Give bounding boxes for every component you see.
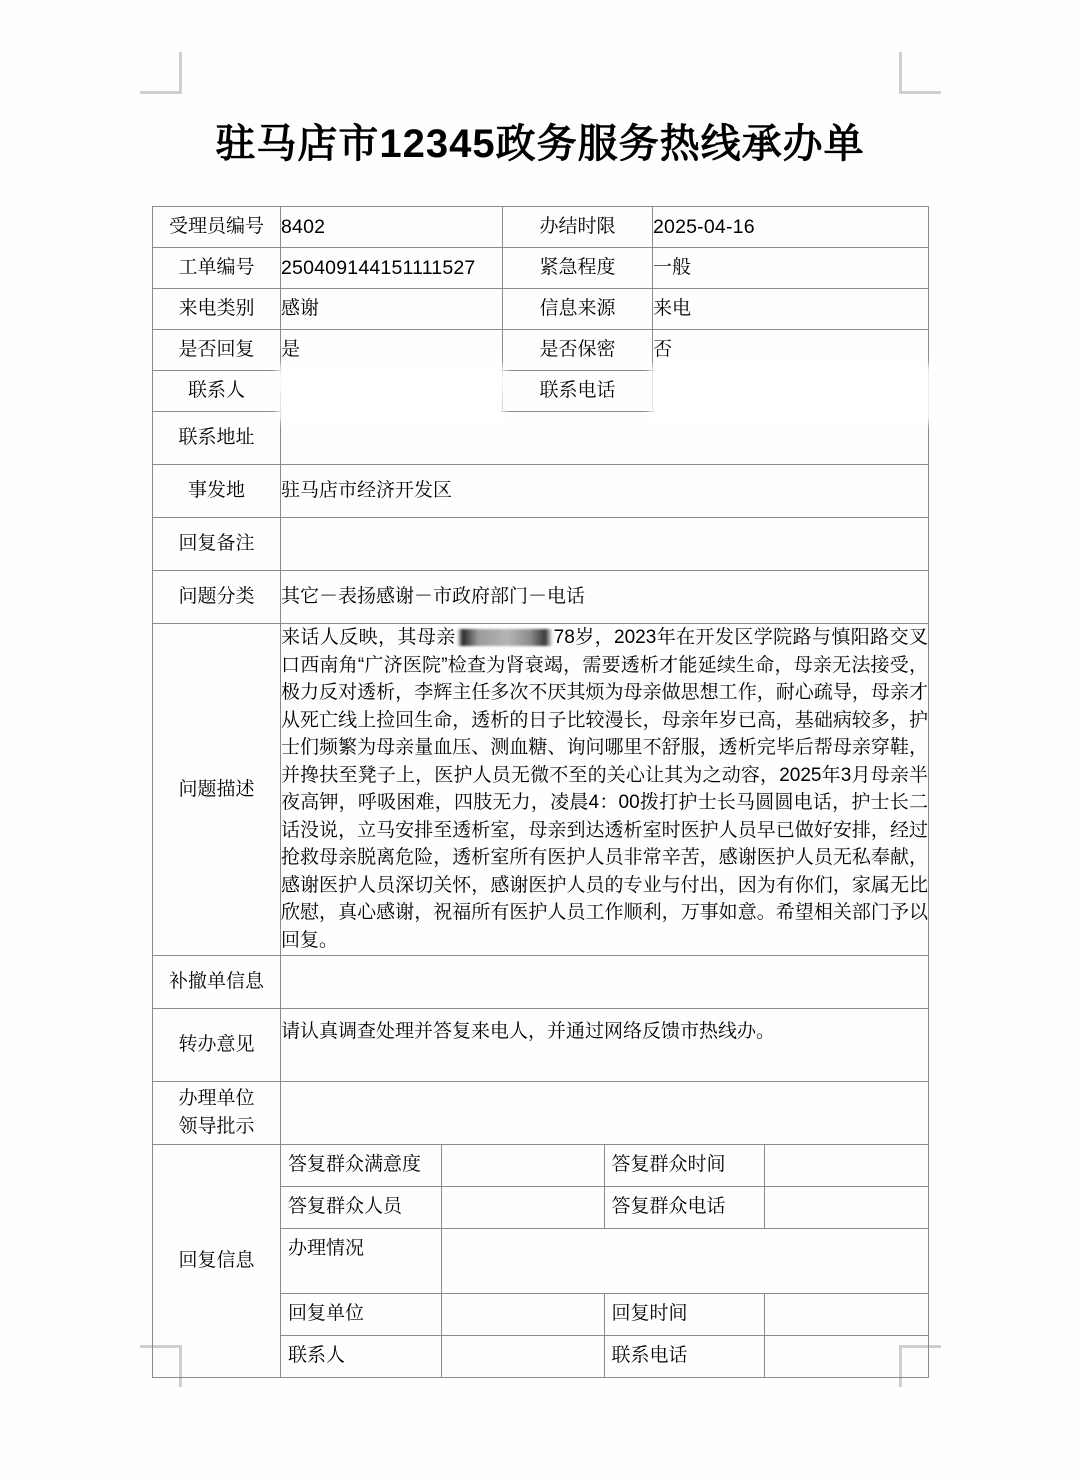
field-value-leader-instruction [281, 1081, 929, 1144]
field-label-problem-category: 问题分类 [153, 571, 281, 624]
table-row [153, 955, 929, 1008]
field-label-call-category: 来电类别 [153, 289, 281, 330]
redaction-blob-icon [457, 629, 553, 646]
table-row [153, 571, 929, 624]
table-row [281, 1293, 929, 1335]
field-label-due-date: 办结时限 [503, 207, 653, 248]
reply-label-reply-unit: 回复单位 [281, 1293, 441, 1335]
field-value-call-category: 感谢 [281, 289, 503, 330]
reply-value-reply-staff [441, 1186, 604, 1228]
field-label-urgency: 紧急程度 [503, 248, 653, 289]
reply-label-handling-status: 办理情况 [281, 1228, 441, 1293]
reply-value-reply-unit [441, 1293, 604, 1335]
table-row [153, 330, 929, 371]
field-label-contact-phone: 联系电话 [503, 371, 653, 412]
reply-label-reply-phone: 答复群众电话 [604, 1186, 764, 1228]
description-text-before-redaction: 来话人反映，其母亲 [281, 627, 456, 648]
field-label-incident-place: 事发地 [153, 465, 281, 518]
leader-instruction-label-line1: 办理单位 [178, 1088, 255, 1110]
field-label-operator-id: 受理员编号 [153, 207, 281, 248]
table-row [153, 371, 929, 412]
field-label-need-reply: 是否回复 [153, 330, 281, 371]
field-value-reply-remark [281, 518, 929, 571]
reply-label-satisfaction: 答复群众满意度 [281, 1145, 441, 1187]
table-row [153, 518, 929, 571]
field-value-info-source: 来电 [653, 289, 929, 330]
field-value-contact-address [281, 412, 929, 465]
table-row [281, 1145, 929, 1187]
reply-label-contact-person: 联系人 [281, 1335, 441, 1377]
field-label-confidential: 是否保密 [503, 330, 653, 371]
field-value-order-number: 250409144151111527 [281, 248, 503, 289]
field-value-supplement-info [281, 955, 929, 1008]
field-label-contact-person: 联系人 [153, 371, 281, 412]
reply-label-reply-time: 答复群众时间 [604, 1145, 764, 1187]
crop-mark-top-right-icon [899, 52, 941, 94]
field-label-info-source: 信息来源 [503, 289, 653, 330]
field-value-due-date: 2025-04-16 [653, 207, 929, 248]
leader-instruction-label-line2: 领导批示 [178, 1115, 255, 1137]
field-value-contact-phone [653, 371, 929, 412]
field-value-problem-description [281, 624, 929, 956]
table-row [153, 289, 929, 330]
field-value-contact-person [281, 371, 503, 412]
field-label-reply-info: 回复信息 [153, 1144, 281, 1377]
table-row [153, 1144, 929, 1377]
field-value-confidential: 否 [653, 330, 929, 371]
field-value-need-reply: 是 [281, 330, 503, 371]
field-value-problem-category: 其它－表扬感谢－市政府部门－电话 [281, 571, 929, 624]
description-text-after-redaction: 78岁，2023年在开发区学院路与慎阳路交叉口西南角“广济医院”检查为肾衰竭，需要透析才能延续生命，母亲无法接受，极力反对透析，李辉主任多次不厌其烦为母亲做思想工作，耐心疏导，母亲才从死亡线上捡回生命，透析的日子比较漫长，母亲年岁已高，基础病较多，护士们频繁为母亲量血压、测血糖、询问哪里不舒服，透析完毕后帮母亲穿鞋，并搀扶至凳子上，医护人员无微不至的关心让其为之动容，2025年3月母亲半夜高钾，呼吸困难，四肢无力，凌晨4：00拨打护士长马圆圆电话，护士长二话没说，立马安排至透析室，母亲到达透析室时医护人员早已做好安排，经过抢救母亲脱离危险，透析室所有医护人员非常辛苦，感谢医护人员无私奉献，感谢医护人员深切关怀，感谢医护人员的专业与付出，因为有你们，家属无比欣慰，真心感谢，祝福所有医护人员工作顺利，万事如意。希望相关部门予以回复。 [281, 627, 928, 952]
crop-mark-top-left-icon [140, 52, 182, 94]
field-label-contact-address: 联系地址 [153, 412, 281, 465]
work-order-form-table [152, 206, 929, 1378]
field-value-incident-place: 驻马店市经济开发区 [281, 465, 929, 518]
reply-value-satisfaction [441, 1145, 604, 1187]
field-label-transfer-opinion: 转办意见 [153, 1008, 281, 1081]
field-value-operator-id: 8402 [281, 207, 503, 248]
table-row [153, 465, 929, 518]
table-row [281, 1228, 929, 1293]
field-value-transfer-opinion: 请认真调查处理并答复来电人，并通过网络反馈市热线办。 [281, 1008, 929, 1081]
reply-value-handling-status [441, 1228, 929, 1293]
field-value-urgency: 一般 [653, 248, 929, 289]
table-row [153, 1081, 929, 1144]
reply-info-container [281, 1144, 929, 1377]
table-row [153, 624, 929, 956]
reply-value-reply-date [764, 1293, 929, 1335]
reply-label-reply-date: 回复时间 [604, 1293, 764, 1335]
table-row [153, 412, 929, 465]
reply-value-reply-time [764, 1145, 929, 1187]
reply-value-contact-phone [764, 1335, 929, 1377]
field-label-order-number: 工单编号 [153, 248, 281, 289]
field-label-leader-instruction [153, 1081, 281, 1144]
reply-label-reply-staff: 答复群众人员 [281, 1186, 441, 1228]
page-title: 驻马店市12345政务服务热线承办单 [215, 122, 865, 166]
reply-info-table [281, 1145, 929, 1377]
reply-value-reply-phone [764, 1186, 929, 1228]
table-row [281, 1335, 929, 1377]
table-row [281, 1186, 929, 1228]
field-label-reply-remark: 回复备注 [153, 518, 281, 571]
table-row [153, 1008, 929, 1081]
table-row [153, 207, 929, 248]
field-label-supplement-info: 补撤单信息 [153, 955, 281, 1008]
table-row [153, 248, 929, 289]
field-label-problem-description: 问题描述 [153, 624, 281, 956]
reply-label-contact-phone: 联系电话 [604, 1335, 764, 1377]
reply-value-contact-person [441, 1335, 604, 1377]
